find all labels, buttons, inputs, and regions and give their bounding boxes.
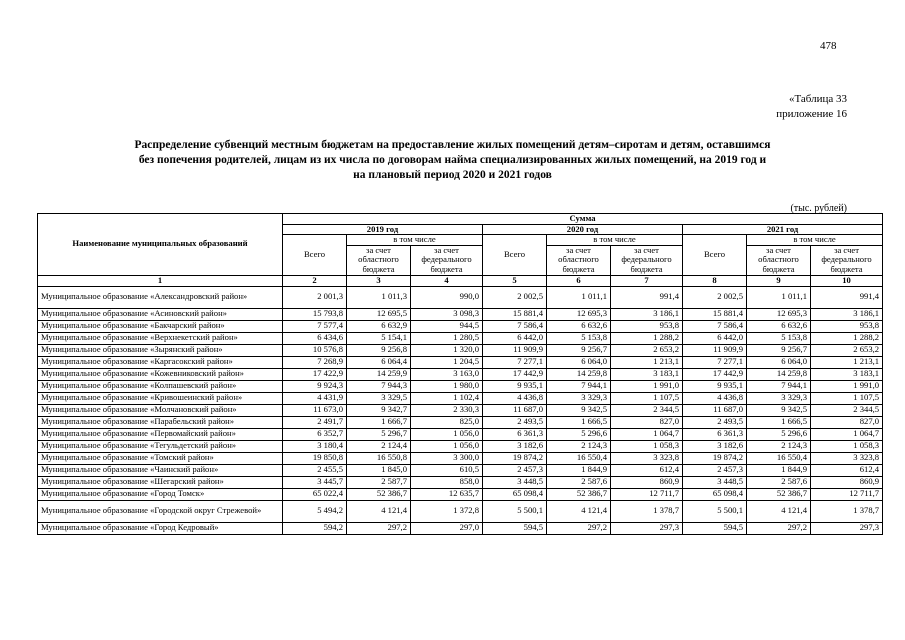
amount-cell: 7 944,3 — [347, 380, 411, 392]
amount-cell: 2 455,5 — [283, 464, 347, 476]
municipality-name: Муниципальное образование «Бакчарский район» — [38, 320, 283, 332]
amount-cell: 2 124,4 — [347, 440, 411, 452]
table-row — [38, 356, 883, 368]
amount-cell: 297,2 — [347, 522, 411, 534]
amount-cell: 990,0 — [411, 286, 483, 308]
year-header-2019: 2019 год — [283, 224, 483, 235]
amount-cell: 2 124,3 — [547, 440, 611, 452]
subsidy-table — [37, 213, 883, 535]
appendix-line-2: приложение 16 — [776, 108, 847, 120]
column-number: 7 — [611, 275, 683, 286]
title-line-3: на плановый период 2020 и 2021 годов — [353, 169, 552, 181]
amount-cell: 1 107,5 — [811, 392, 883, 404]
column-number: 8 — [683, 275, 747, 286]
amount-cell: 2 344,5 — [611, 404, 683, 416]
amount-cell: 11 687,0 — [683, 404, 747, 416]
amount-cell: 2 653,2 — [611, 344, 683, 356]
amount-cell: 52 386,7 — [547, 488, 611, 500]
amount-cell: 6 442,0 — [683, 332, 747, 344]
amount-cell: 19 874,2 — [483, 452, 547, 464]
amount-cell: 7 277,1 — [483, 356, 547, 368]
amount-cell: 11 687,0 — [483, 404, 547, 416]
title-line-2: без попечения родителей, лицам из их числа по договорам найма специализированных жилых помещений, на 2019 год и — [138, 154, 767, 166]
amount-cell: 3 323,8 — [811, 452, 883, 464]
table-row — [38, 368, 883, 380]
column-number: 10 — [811, 275, 883, 286]
amount-cell: 17 442,9 — [483, 368, 547, 380]
amount-cell: 1 011,1 — [547, 286, 611, 308]
amount-cell: 52 386,7 — [747, 488, 811, 500]
column-number: 1 — [38, 275, 283, 286]
amount-cell: 2 457,3 — [483, 464, 547, 476]
amount-cell: 1 666,5 — [747, 416, 811, 428]
municipality-name: Муниципальное образование «Город Томск» — [38, 488, 283, 500]
amount-cell: 1 991,0 — [611, 380, 683, 392]
column-number: 6 — [547, 275, 611, 286]
amount-cell: 65 022,4 — [283, 488, 347, 500]
amount-cell: 6 632,9 — [347, 320, 411, 332]
amount-cell: 12 711,7 — [611, 488, 683, 500]
amount-cell: 65 098,4 — [483, 488, 547, 500]
including-header-2021: в том числе — [747, 235, 883, 246]
amount-cell: 12 635,7 — [411, 488, 483, 500]
amount-cell: 3 186,1 — [611, 308, 683, 320]
amount-cell: 2 002,5 — [683, 286, 747, 308]
municipality-name: Муниципальное образование «Чаинский район» — [38, 464, 283, 476]
amount-cell: 15 881,4 — [683, 308, 747, 320]
amount-cell: 9 935,1 — [483, 380, 547, 392]
amount-cell: 7 586,4 — [683, 320, 747, 332]
amount-cell: 1 213,1 — [811, 356, 883, 368]
amount-cell: 991,4 — [611, 286, 683, 308]
amount-cell: 297,3 — [811, 522, 883, 534]
including-header-2019: в том числе — [347, 235, 483, 246]
column-number: 2 — [283, 275, 347, 286]
table-row — [38, 488, 883, 500]
amount-cell: 3 448,5 — [483, 476, 547, 488]
amount-cell: 3 323,8 — [611, 452, 683, 464]
table-row — [38, 286, 883, 308]
table-row — [38, 416, 883, 428]
amount-cell: 1 011,3 — [347, 286, 411, 308]
amount-cell: 610,5 — [411, 464, 483, 476]
municipality-name: Муниципальное образование «Каргасокский район» — [38, 356, 283, 368]
amount-cell: 19 874,2 — [683, 452, 747, 464]
amount-cell: 5 296,6 — [747, 428, 811, 440]
amount-cell: 6 632,6 — [747, 320, 811, 332]
amount-cell: 297,3 — [611, 522, 683, 534]
amount-cell: 10 576,8 — [283, 344, 347, 356]
units-label: (тыс. рублей) — [790, 203, 847, 214]
year-header-2021: 2021 год — [683, 224, 883, 235]
municipality-name: Муниципальное образование «Зырянский район» — [38, 344, 283, 356]
amount-cell: 1 064,7 — [811, 428, 883, 440]
total-header-2019: Всего — [283, 235, 347, 275]
table-row — [38, 404, 883, 416]
municipality-name: Муниципальное образование «Колпашевский район» — [38, 380, 283, 392]
amount-cell: 2 653,2 — [811, 344, 883, 356]
amount-cell: 3 186,1 — [811, 308, 883, 320]
column-number: 4 — [411, 275, 483, 286]
column-number: 9 — [747, 275, 811, 286]
appendix-label — [776, 92, 847, 122]
amount-cell: 9 342,5 — [547, 404, 611, 416]
total-header-2021: Всего — [683, 235, 747, 275]
amount-cell: 12 711,7 — [811, 488, 883, 500]
amount-cell: 3 329,5 — [347, 392, 411, 404]
regional-header-2020: за счет областного бюджета — [547, 245, 611, 275]
amount-cell: 1 213,1 — [611, 356, 683, 368]
amount-cell: 612,4 — [811, 464, 883, 476]
amount-cell: 9 935,1 — [683, 380, 747, 392]
amount-cell: 1 288,2 — [811, 332, 883, 344]
municipality-name: Муниципальное образование «Тегульдетский район» — [38, 440, 283, 452]
amount-cell: 827,0 — [811, 416, 883, 428]
amount-cell: 4 121,4 — [747, 500, 811, 522]
amount-cell: 7 944,1 — [747, 380, 811, 392]
document-title — [58, 138, 847, 183]
amount-cell: 1 845,0 — [347, 464, 411, 476]
amount-cell: 11 673,0 — [283, 404, 347, 416]
amount-cell: 6 352,7 — [283, 428, 347, 440]
amount-cell: 12 695,3 — [747, 308, 811, 320]
municipality-name: Муниципальное образование «Городской округ Стрежевой» — [38, 500, 283, 522]
amount-cell: 15 793,8 — [283, 308, 347, 320]
amount-cell: 1 058,3 — [611, 440, 683, 452]
amount-cell: 1 844,9 — [547, 464, 611, 476]
amount-cell: 5 153,8 — [547, 332, 611, 344]
amount-cell: 825,0 — [411, 416, 483, 428]
amount-cell: 1 056,0 — [411, 428, 483, 440]
amount-cell: 7 577,4 — [283, 320, 347, 332]
amount-cell: 6 064,0 — [547, 356, 611, 368]
amount-cell: 5 296,7 — [347, 428, 411, 440]
amount-cell: 6 064,0 — [747, 356, 811, 368]
amount-cell: 9 342,7 — [347, 404, 411, 416]
amount-cell: 11 909,9 — [683, 344, 747, 356]
amount-cell: 7 277,1 — [683, 356, 747, 368]
amount-cell: 944,5 — [411, 320, 483, 332]
title-line-1: Распределение субвенций местным бюджетам на предоставление жилых помещений детям–сиротам и детям, оставшимся — [134, 139, 771, 151]
amount-cell: 5 494,2 — [283, 500, 347, 522]
amount-cell: 16 550,4 — [547, 452, 611, 464]
amount-cell: 953,8 — [811, 320, 883, 332]
amount-cell: 16 550,8 — [347, 452, 411, 464]
amount-cell: 2 587,7 — [347, 476, 411, 488]
amount-cell: 297,2 — [747, 522, 811, 534]
amount-cell: 1 378,7 — [611, 500, 683, 522]
amount-cell: 9 256,7 — [747, 344, 811, 356]
amount-cell: 7 944,1 — [547, 380, 611, 392]
municipality-name: Муниципальное образование «Томский район» — [38, 452, 283, 464]
table-row — [38, 320, 883, 332]
amount-cell: 1 107,5 — [611, 392, 683, 404]
page-number: 478 — [820, 40, 837, 52]
federal-header-2021: за счет федерального бюджета — [811, 245, 883, 275]
name-column-header: Наименование муниципальных образований — [38, 214, 283, 276]
amount-cell: 9 256,8 — [347, 344, 411, 356]
amount-cell: 1 372,8 — [411, 500, 483, 522]
amount-cell: 594,5 — [483, 522, 547, 534]
amount-cell: 9 342,5 — [747, 404, 811, 416]
amount-cell: 19 850,8 — [283, 452, 347, 464]
amount-cell: 5 296,6 — [547, 428, 611, 440]
amount-cell: 1 056,0 — [411, 440, 483, 452]
federal-header-2019: за счет федерального бюджета — [411, 245, 483, 275]
amount-cell: 1 320,0 — [411, 344, 483, 356]
amount-cell: 4 431,9 — [283, 392, 347, 404]
amount-cell: 6 442,0 — [483, 332, 547, 344]
amount-cell: 11 909,9 — [483, 344, 547, 356]
municipality-name: Муниципальное образование «Асиновский район» — [38, 308, 283, 320]
table-row — [38, 440, 883, 452]
table-row — [38, 344, 883, 356]
amount-cell: 6 361,3 — [683, 428, 747, 440]
amount-cell: 17 442,9 — [683, 368, 747, 380]
amount-cell: 991,4 — [811, 286, 883, 308]
amount-cell: 612,4 — [611, 464, 683, 476]
amount-cell: 12 695,3 — [547, 308, 611, 320]
amount-cell: 860,9 — [611, 476, 683, 488]
municipality-name: Муниципальное образование «Александровский район» — [38, 286, 283, 308]
amount-cell: 2 587,6 — [547, 476, 611, 488]
amount-cell: 2 491,7 — [283, 416, 347, 428]
municipality-name: Муниципальное образование «Город Кедровый» — [38, 522, 283, 534]
amount-cell: 14 259,8 — [747, 368, 811, 380]
amount-cell: 1 102,4 — [411, 392, 483, 404]
amount-cell: 1 011,1 — [747, 286, 811, 308]
amount-cell: 2 330,3 — [411, 404, 483, 416]
municipality-name: Муниципальное образование «Кривошеинский район» — [38, 392, 283, 404]
table-row — [38, 308, 883, 320]
amount-cell: 1 204,5 — [411, 356, 483, 368]
amount-cell: 1 058,3 — [811, 440, 883, 452]
amount-cell: 1 844,9 — [747, 464, 811, 476]
amount-cell: 1 064,7 — [611, 428, 683, 440]
table-row — [38, 452, 883, 464]
amount-cell: 5 153,8 — [747, 332, 811, 344]
amount-cell: 12 695,5 — [347, 308, 411, 320]
amount-cell: 9 256,7 — [547, 344, 611, 356]
amount-cell: 3 183,1 — [811, 368, 883, 380]
amount-cell: 4 121,4 — [547, 500, 611, 522]
table-body — [38, 286, 883, 534]
amount-cell: 3 329,3 — [747, 392, 811, 404]
table-row — [38, 392, 883, 404]
amount-cell: 3 163,0 — [411, 368, 483, 380]
amount-cell: 4 121,4 — [347, 500, 411, 522]
amount-cell: 4 436,8 — [483, 392, 547, 404]
amount-cell: 297,2 — [547, 522, 611, 534]
including-header-2020: в том числе — [547, 235, 683, 246]
amount-cell: 2 124,3 — [747, 440, 811, 452]
amount-cell: 3 300,0 — [411, 452, 483, 464]
amount-cell: 17 422,9 — [283, 368, 347, 380]
amount-cell: 1 378,7 — [811, 500, 883, 522]
municipality-name: Муниципальное образование «Первомайский район» — [38, 428, 283, 440]
amount-cell: 1 666,5 — [547, 416, 611, 428]
municipality-name: Муниципальное образование «Кожевниковский район» — [38, 368, 283, 380]
amount-cell: 1 666,7 — [347, 416, 411, 428]
column-number: 5 — [483, 275, 547, 286]
table-row — [38, 476, 883, 488]
amount-cell: 1 288,2 — [611, 332, 683, 344]
amount-cell: 14 259,8 — [547, 368, 611, 380]
amount-cell: 3 098,3 — [411, 308, 483, 320]
amount-cell: 2 344,5 — [811, 404, 883, 416]
amount-cell: 594,2 — [283, 522, 347, 534]
amount-cell: 5 500,1 — [483, 500, 547, 522]
amount-cell: 3 182,6 — [683, 440, 747, 452]
amount-cell: 3 329,3 — [547, 392, 611, 404]
appendix-line-1: «Таблица 33 — [788, 93, 847, 105]
amount-cell: 6 632,6 — [547, 320, 611, 332]
municipality-name: Муниципальное образование «Шегарский район» — [38, 476, 283, 488]
amount-cell: 2 493,5 — [683, 416, 747, 428]
amount-cell: 52 386,7 — [347, 488, 411, 500]
amount-cell: 858,0 — [411, 476, 483, 488]
amount-cell: 15 881,4 — [483, 308, 547, 320]
year-header-2020: 2020 год — [483, 224, 683, 235]
amount-cell: 1 280,5 — [411, 332, 483, 344]
amount-cell: 9 924,3 — [283, 380, 347, 392]
amount-cell: 1 991,0 — [811, 380, 883, 392]
column-number: 3 — [347, 275, 411, 286]
regional-header-2021: за счет областного бюджета — [747, 245, 811, 275]
amount-cell: 3 445,7 — [283, 476, 347, 488]
table-row — [38, 332, 883, 344]
amount-cell: 4 436,8 — [683, 392, 747, 404]
amount-cell: 2 587,6 — [747, 476, 811, 488]
amount-cell: 6 434,6 — [283, 332, 347, 344]
table-row — [38, 380, 883, 392]
municipality-name: Муниципальное образование «Верхнекетский район» — [38, 332, 283, 344]
amount-cell: 953,8 — [611, 320, 683, 332]
table-row — [38, 464, 883, 476]
sum-header: Сумма — [283, 214, 883, 225]
amount-cell: 65 098,4 — [683, 488, 747, 500]
amount-cell: 2 493,5 — [483, 416, 547, 428]
amount-cell: 16 550,4 — [747, 452, 811, 464]
amount-cell: 3 180,4 — [283, 440, 347, 452]
amount-cell: 860,9 — [811, 476, 883, 488]
amount-cell: 3 448,5 — [683, 476, 747, 488]
municipality-name: Муниципальное образование «Молчановский район» — [38, 404, 283, 416]
amount-cell: 1 980,0 — [411, 380, 483, 392]
amount-cell: 5 500,1 — [683, 500, 747, 522]
amount-cell: 7 268,9 — [283, 356, 347, 368]
total-header-2020: Всего — [483, 235, 547, 275]
amount-cell: 6 064,4 — [347, 356, 411, 368]
table-row — [38, 500, 883, 522]
amount-cell: 3 183,1 — [611, 368, 683, 380]
amount-cell: 2 001,3 — [283, 286, 347, 308]
amount-cell: 5 154,1 — [347, 332, 411, 344]
amount-cell: 2 457,3 — [683, 464, 747, 476]
amount-cell: 14 259,9 — [347, 368, 411, 380]
table-row — [38, 522, 883, 534]
amount-cell: 297,0 — [411, 522, 483, 534]
amount-cell: 6 361,3 — [483, 428, 547, 440]
amount-cell: 2 002,5 — [483, 286, 547, 308]
amount-cell: 7 586,4 — [483, 320, 547, 332]
regional-header-2019: за счет областного бюджета — [347, 245, 411, 275]
amount-cell: 594,5 — [683, 522, 747, 534]
municipality-name: Муниципальное образование «Парабельский район» — [38, 416, 283, 428]
amount-cell: 827,0 — [611, 416, 683, 428]
amount-cell: 3 182,6 — [483, 440, 547, 452]
table-row — [38, 428, 883, 440]
federal-header-2020: за счет федерального бюджета — [611, 245, 683, 275]
